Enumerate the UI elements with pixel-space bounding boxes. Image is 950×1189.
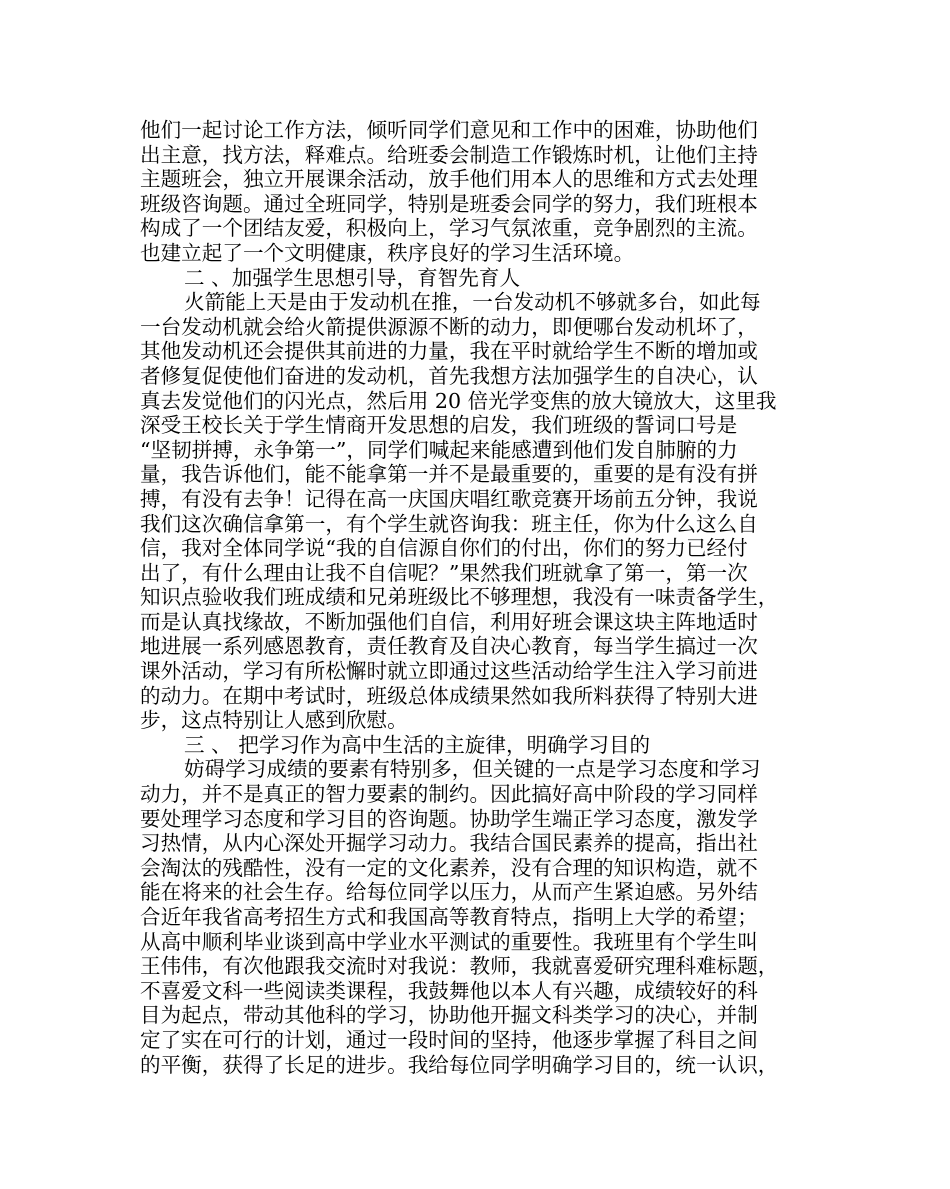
paragraph-line: “坚韧拼搏，永争第一”，同学们喊起来能感遭到他们发自肺腑的力	[140, 437, 738, 462]
paragraph-line: 一台发动机就会给火箭提供源源不断的动力，即便哪台发动机坏了，	[140, 314, 758, 339]
section-heading: 二 、加强学生思想引导，育智先育人	[184, 265, 521, 290]
paragraph-line: 也建立起了一个文明健康，秩序良好的学习生活环境。	[140, 240, 635, 265]
paragraph-line: 动力，并不是真正的智力要素的制约。因此搞好高中阶段的学习同样	[140, 782, 758, 807]
paragraph-line: 步，这点特别让人感到欣慰。	[140, 708, 408, 733]
paragraph-line: 真去发觉他们的闪光点，然后用 20 倍光学变焦的放大镜放大，这里我	[140, 388, 777, 413]
body-text	[140, 118, 830, 1077]
paragraph-line: 者修复促使他们奋进的发动机，首先我想方法加强学生的自决心，认	[140, 363, 758, 388]
paragraph-line: 的平衡，获得了长足的进步。我给每位同学明确学习目的，统一认识，	[140, 1052, 779, 1077]
paragraph-line: 构成了一个团结友爱，积极向上，学习气氛浓重，竞争剧烈的主流。	[140, 216, 758, 241]
section-heading: 三 、 把学习作为高中生活的主旋律，明确学习目的	[184, 732, 651, 757]
paragraph-line: 其他发动机还会提供其前进的力量，我在平时就给学生不断的增加或	[140, 339, 758, 364]
paragraph-line: 而是认真找缘故，不断加强他们自信，利用好班会课这块主阵地适时	[140, 609, 758, 634]
paragraph-line: 能在将来的社会生存。给每位同学以压力，从而产生紧迫感。另外结	[140, 880, 758, 905]
paragraph-line: 王伟伟，有次他跟我交流时对我说：教师，我就喜爱研究理科难标题，	[140, 954, 779, 979]
paragraph-line: 不喜爱文科一些阅读类课程，我鼓舞他以本人有兴趣，成绩较好的科	[140, 978, 758, 1003]
paragraph-line: 会淘汰的残酷性，没有一定的文化素养，没有合理的知识构造，就不	[140, 855, 758, 880]
paragraph-line: 目为起点，带动其他科的学习，协助他开掘文科类学习的决心，并制	[140, 1003, 758, 1028]
paragraph-line: 我们这次确信拿第一，有个学生就咨询我：班主任，你为什么这么自	[140, 511, 758, 536]
paragraph-line: 合近年我省高考招生方式和我国高等教育特点，指明上大学的希望；	[140, 905, 758, 929]
paragraph-line: 主题班会，独立开展课余活动，放手他们用本人的思维和方式去处理	[140, 167, 758, 192]
paragraph-line: 从高中顺利毕业谈到高中学业水平测试的重要性。我班里有个学生叫	[140, 929, 758, 954]
paragraph-line: 习热情，从内心深处开掘学习动力。我结合国民素养的提高，指出社	[140, 831, 758, 856]
paragraph-line: 他们一起讨论工作方法，倾听同学们意见和工作中的困难，协助他们	[140, 118, 758, 142]
paragraph-line: 深受王校长关于学生情商开发思想的启发，我们班级的誓词口号是	[140, 413, 738, 438]
paragraph-line: 火箭能上天是由于发动机在推，一台发动机不够就多台，如此每	[184, 290, 761, 315]
paragraph-line: 出了，有什么理由让我不自信呢？”果然我们班就拿了第一，第一次	[140, 560, 748, 585]
paragraph-line: 搏，有没有去争！记得在高一庆国庆唱红歌竞赛开场前五分钟，我说	[140, 486, 758, 511]
paragraph-line: 定了实在可行的计划，通过一段时间的坚持，他逐步掌握了科目之间	[140, 1027, 758, 1052]
paragraph-line: 知识点验收我们班成绩和兄弟班级比不够理想，我没有一味责备学生，	[140, 585, 779, 610]
paragraph-line: 要处理学习态度和学习目的咨询题。协助学生端正学习态度，激发学	[140, 806, 758, 831]
paragraph-line: 班级咨询题。通过全班同学，特别是班委会同学的努力，我们班根本	[140, 191, 758, 216]
paragraph-line: 的动力。在期中考试时，班级总体成绩果然如我所料获得了特别大进	[140, 683, 758, 708]
paragraph-line: 课外活动，学习有所松懈时就立即通过这些活动给学生注入学习前进	[140, 659, 758, 684]
paragraph-line: 信，我对全体同学说“我的自信源自你们的付出，你们的努力已经付	[140, 536, 748, 561]
paragraph-line: 出主意，找方法，释难点。给班委会制造工作锻炼时机，让他们主持	[140, 142, 758, 167]
paragraph-line: 量，我告诉他们，能不能拿第一并不是最重要的，重要的是有没有拼	[140, 462, 758, 487]
paragraph-line: 妨碍学习成绩的要素有特别多，但关键的一点是学习态度和学习	[184, 757, 761, 782]
paragraph-line: 地进展一系列感恩教育，责任教育及自决心教育，每当学生搞过一次	[140, 634, 758, 659]
